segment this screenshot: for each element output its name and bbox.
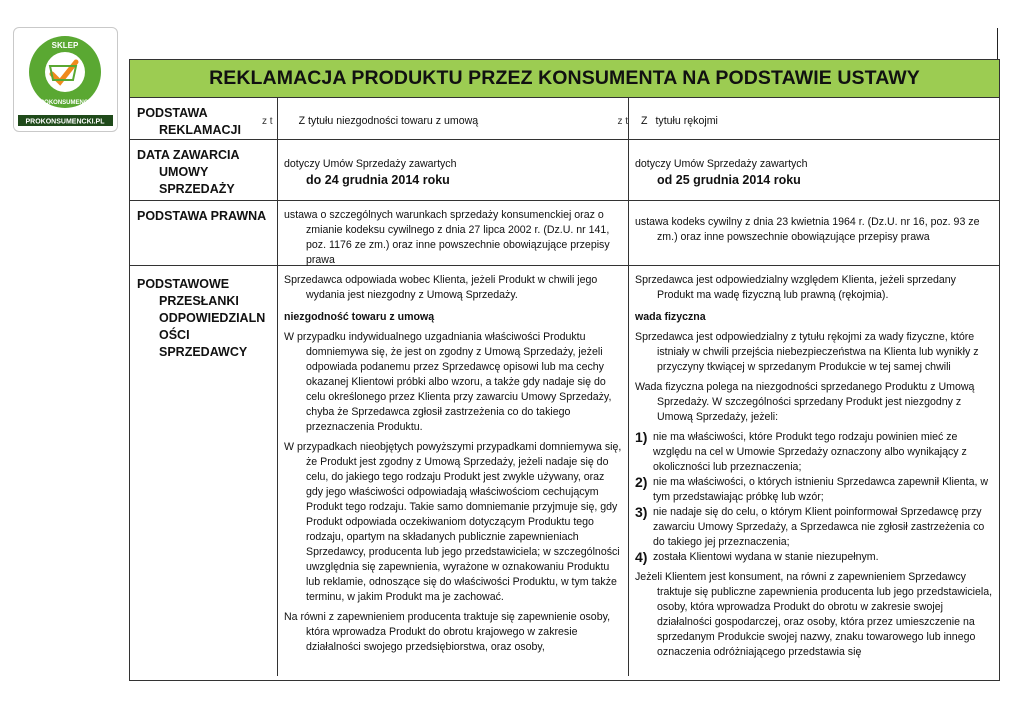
page-edge-line [997,28,998,60]
complaint-table [129,59,1000,681]
list-item: 4) została Klientowi wydana w stanie niezupełnym. [635,549,879,565]
row-label: PODSTAWA PRAWNA [130,201,278,265]
document-title: REKLAMACJA PRODUKTU PRZEZ KONSUMENTA NA PODSTAWIE USTAWY [130,60,999,98]
legal-basis-left: ustawa o szczególnych warunkach sprzedaży konsumenckiej oraz o zmianie kodeksu cywilnego z dnia 27 lipca 2002 r. (Dz.U. nr 141, poz. 1176 ze zm.) oraz inne powszechnie obowiązujące przepisy prawa [278,201,629,265]
shop-logo[interactable] [13,27,118,132]
row-przeslanki [130,266,999,676]
legal-basis-right: ustawa kodeks cywilny z dnia 23 kwietnia 1964 r. (Dz.U. nr 16, poz. 93 ze zm.) oraz inne powszechnie obowiązujące przepisy prawa [635,216,980,243]
section-heading: niezgodność towaru z umową [284,311,435,323]
row-data-zawarcia [130,140,999,201]
list-item: 2) nie ma właściwości, o których istnieniu Sprzedawca zapewnił Klienta, w tym przedstawiając próbkę lub wzór; [635,474,989,503]
logo-top-text: SKLEP [51,41,79,50]
row-label: PODSTAWOWE PRZESŁANKI ODPOWIEDZIALN OŚCI SPRZEDAWCY [130,266,278,676]
rekojmia-text: Sprzedawca jest odpowiedzialny względem Klienta, jeżeli sprzedany Produkt ma wadę fizyczną lub prawną (rękojmia). wada fizyczna Sprzedawca jest odpowiedzialny z tytułu rękojmi za wady fizyczne, które istniały w chwili przejścia niebezpieczeństwa na Klienta lub wynikły z przyczyny tkwiącej w sprzedanym Produkcie w tej samej chwili Wada fizyczna polega na niezgodności sprzedanego Produktu z Umową Sprzedaży. W szczególności sprzedany Produkt jest niezgodny z Umową Sprzedaży, jeżeli: 1) nie ma właściwości, które Produkt tego rodzaju powinien mieć ze względu na cel w Umowie Sprzedaży oznaczony albo wynikający z okoliczności lub przeznaczenia; 2) nie ma właściwości, o których istnieniu Sprzedawca zapewnił Klienta, w tym przedstawiając próbkę lub wzór; 3) nie nadaje się do celu, o którym Klient poinformował Sprzedawcę przy zawarciu Umowy Sprzedaży, a Sprzedawca nie zgłosił zastrzeżenia co do takiego jej przeznaczenia; 4) została Klientowi wydana w stanie niezupełnym. Jeżeli Klientem jest konsument, na równi z zapewnieniem Sprzedawcy traktuje się publiczne zapewnienia producenta lub jego przedstawiciela, osoby, która wprowadza Produkt do obrotu w zakresie swojej działalności gospodarczej, oraz osoby, która przez umieszczenie na sprzedanym Produkcie swojej nazwy, znaku towarowego lub innego oznaczenia odróżniającego przedstawia się [635,274,993,658]
date-right-value: od 25 grudnia 2014 roku [657,173,801,187]
logo-ring-text: PROKONSUMENCKI [35,100,95,106]
row-podstawa-reklamacji [130,98,999,140]
section-heading: wada fizyczna [635,311,706,323]
niezgodnosc-text: Sprzedawca odpowiada wobec Klienta, jeżeli Produkt w chwili jego wydania jest niezgodny z Umową Sprzedaży. niezgodność towaru z umową W przypadku indywidualnego uzgadniania właściwości Produktu domniemywa się, że jest on zgodny z Umową Sprzedaży, jeżeli odpowiada podanemu przez Sprzedawcę opisowi lub ma cechy okazanej Klientowi próbki albo wzoru, a także gdy nadaje się do celu określonego przez Klienta przy zawarciu Umowy Sprzedaży, chyba że Sprzedawca zgłosił zastrzeżenia co do takiego przeznaczenia Produktu. W przypadkach nieobjętych powyższymi przypadkami domniemywa się, że Produkt jest zgodny z Umową Sprzedaży, jeżeli nadaje się do celu, do jakiego tego rodzaju Produkt jest zwykle używany, oraz gdy jego właściwości odpowiadają właściwościom cechującym Produkt tego rodzaju. Takie samo domniemanie przyjmuje się, gdy Produkt odpowiada oczekiwaniom dotyczącym Produktu tego rodzaju, opartym na składanych publicznie zapewnieniach Sprzedawcy, producenta lub jego przedstawiciela; w szczególności uwzględnia się zapewnienia, wyrażone w oznakowaniu Produktu lub reklamie, odnoszące się do właściwości Produktu, w tym także terminu, w jakim Produkt ma je zachować. Na równi z zapewnieniem producenta traktuje się zapewnienie osoby, która wprowadza Produkt do obrotu krajowego w zakresie działalności swojego przedsiębiorstwa, oraz osoby, [278,266,629,676]
row-label: DATA ZAWARCIA UMOWY SPRZEDAŻY [130,140,278,200]
date-left-value: do 24 grudnia 2014 roku [306,173,450,187]
list-item: 3) nie nadaje się do celu, o którym Klient poinformował Sprzedawcę przy zawarciu Umowy Sprzedaży, a Sprzedawca nie zgłosił zastrzeżenia co do takiego jej przeznaczenia; [635,504,985,548]
col-niezgodnosc-header: z t Z tytułu niezgodności towaru z umową z t [278,98,629,139]
checkbox-mark[interactable]: z t [262,116,273,127]
checkbox-mark[interactable]: z t [617,116,628,127]
row-label: PODSTAWA REKLAMACJI [130,98,278,139]
list-item: 1) nie ma właściwości, które Produkt tego rodzaju powinien mieć ze względu na cel w Umowie Sprzedaży oznaczony albo wynikający z okoliczności lub przeznaczenia; [635,429,967,473]
logo-url: PROKONSUMENCKI.PL [25,118,105,126]
date-left: dotyczy Umów Sprzedaży zawartych do 24 grudnia 2014 roku [278,140,629,200]
row-podstawa-prawna [130,201,999,266]
col-rekojmia-header: Z tytułu rękojmi [641,115,718,127]
date-right: dotyczy Umów Sprzedaży zawartych od 25 grudnia 2014 roku [629,140,999,200]
